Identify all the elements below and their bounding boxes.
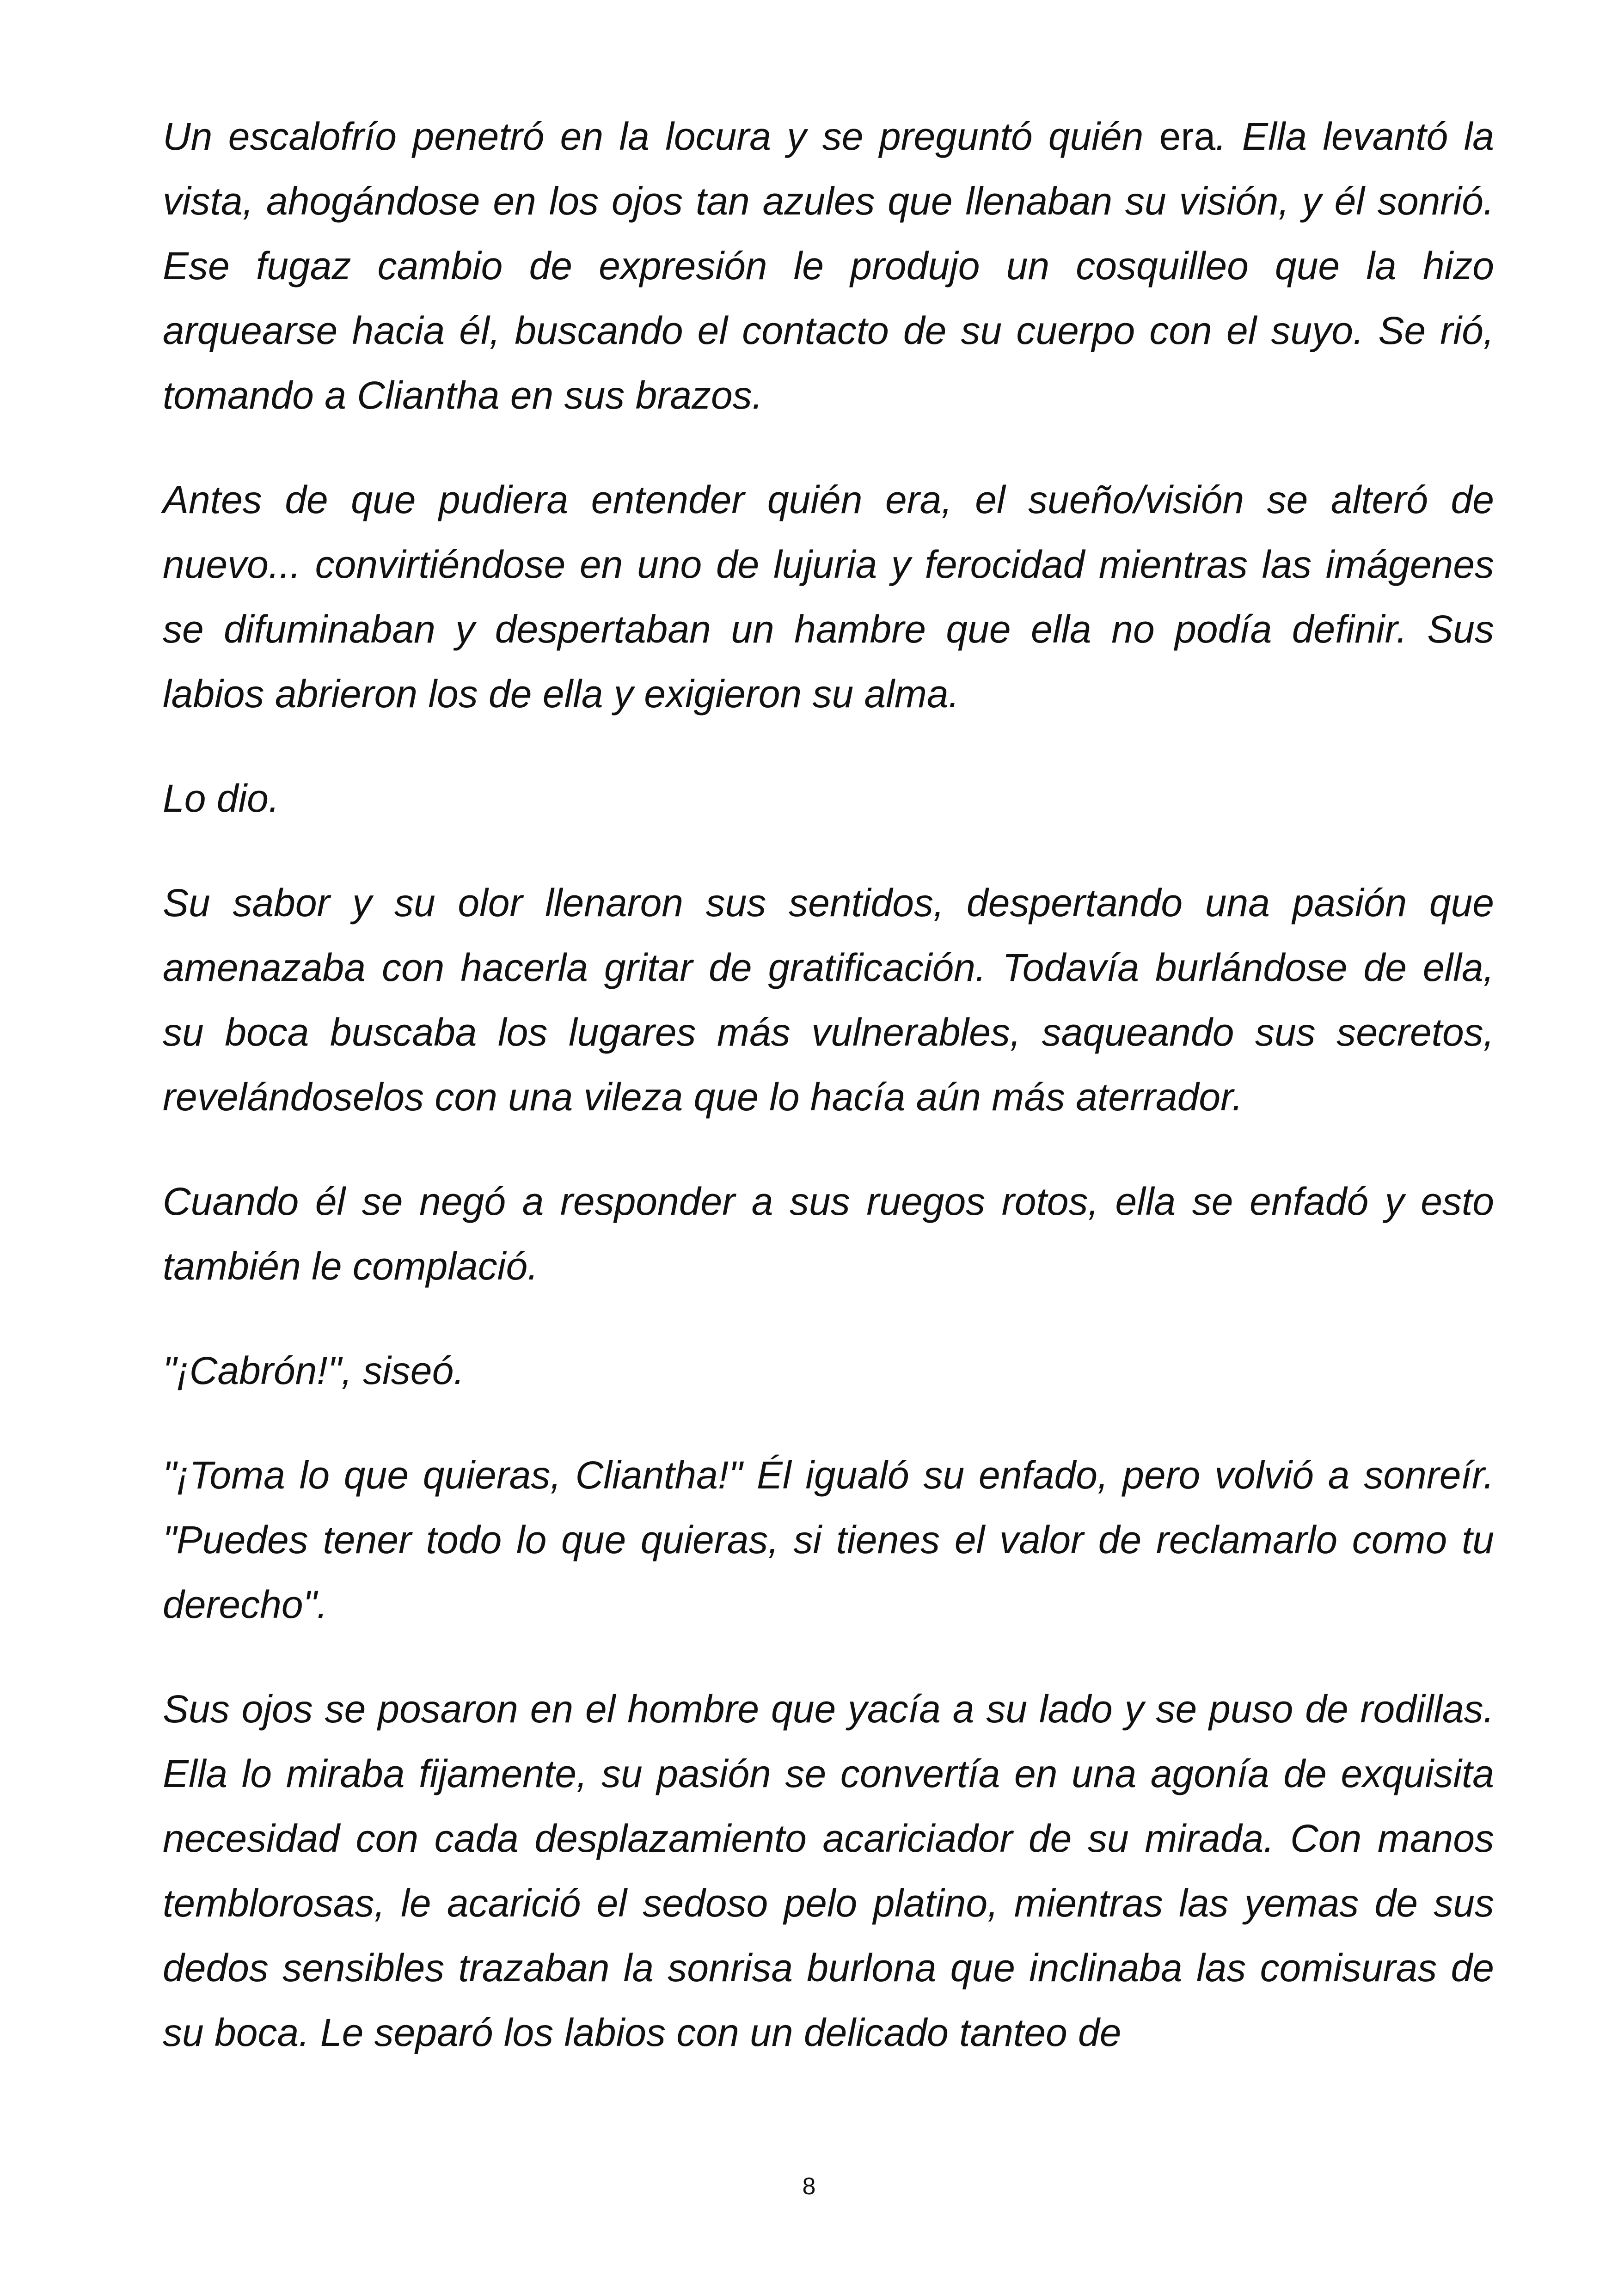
text-segment: "¡Toma lo que quieras, Cliantha!" Él igualó su enfado, pero volvió a sonreír. "Puedes tener todo lo que quieras, si tienes el valor de reclamarlo como tu derecho". [163, 1453, 1494, 1626]
text-segment: "¡Cabrón!", siseó. [163, 1349, 465, 1392]
text-segment: Un escalofrío penetró en la locura y se preguntó quién [163, 115, 1159, 158]
text-segment: Cuando él se negó a responder a sus ruegos rotos, ella se enfadó y esto también le complació. [163, 1180, 1494, 1288]
text-segment: Sus ojos se posaron en el hombre que yacía a su lado y se puso de rodillas. Ella lo miraba fijamente, su pasión se convertía en una agonía de exquisita necesidad con cada desplazamiento acariciador de su mirada. Con manos temblorosas, le acarició el sedoso pelo platino, mientras las yemas de sus dedos sensibles trazaban la sonrisa burlona que inclinaba las comisuras de su boca. Le separó los labios con un delicado tanteo de [163, 1687, 1494, 2054]
paragraph-6 [163, 1338, 1494, 1403]
text-segment: . Ella levantó la vista, ahogándose en los ojos tan azules que llenaban su visión, y él sonrió. Ese fugaz cambio de expresión le produjo un cosquilleo que la hizo arquearse hacia él, buscando el contacto de su cuerpo con el suyo. Se rió, tomando a Cliantha en sus brazos. [163, 115, 1494, 417]
text-segment: Antes de que pudiera entender quién era, el sueño/visión se alteró de nuevo... convirtiéndose en uno de lujuria y ferocidad mientras las imágenes se difuminaban y despertaban un hambre que ella no podía definir. Sus labios abrieron los de ella y exigieron su alma. [163, 478, 1494, 716]
paragraph-7 [163, 1443, 1494, 1637]
paragraph-4 [163, 870, 1494, 1129]
text-segment: Su sabor y su olor llenaron sus sentidos, despertando una pasión que amenazaba con hacerla gritar de gratificación. Todavía burlándose de ella, su boca buscaba los lugares más vulnerables, saqueando sus secretos, revelándoselos con una vileza que lo hacía aún más aterrador. [163, 881, 1494, 1119]
paragraph-8 [163, 1677, 1494, 2065]
paragraph-3 [163, 766, 1494, 831]
paragraph-2 [163, 467, 1494, 726]
text-segment-upright: era [1159, 115, 1216, 158]
paragraph-5 [163, 1169, 1494, 1298]
page-number: 8 [802, 2173, 816, 2200]
body-text [163, 104, 1494, 2105]
text-segment: Lo dio. [163, 777, 280, 820]
paragraph-1 [163, 104, 1494, 428]
